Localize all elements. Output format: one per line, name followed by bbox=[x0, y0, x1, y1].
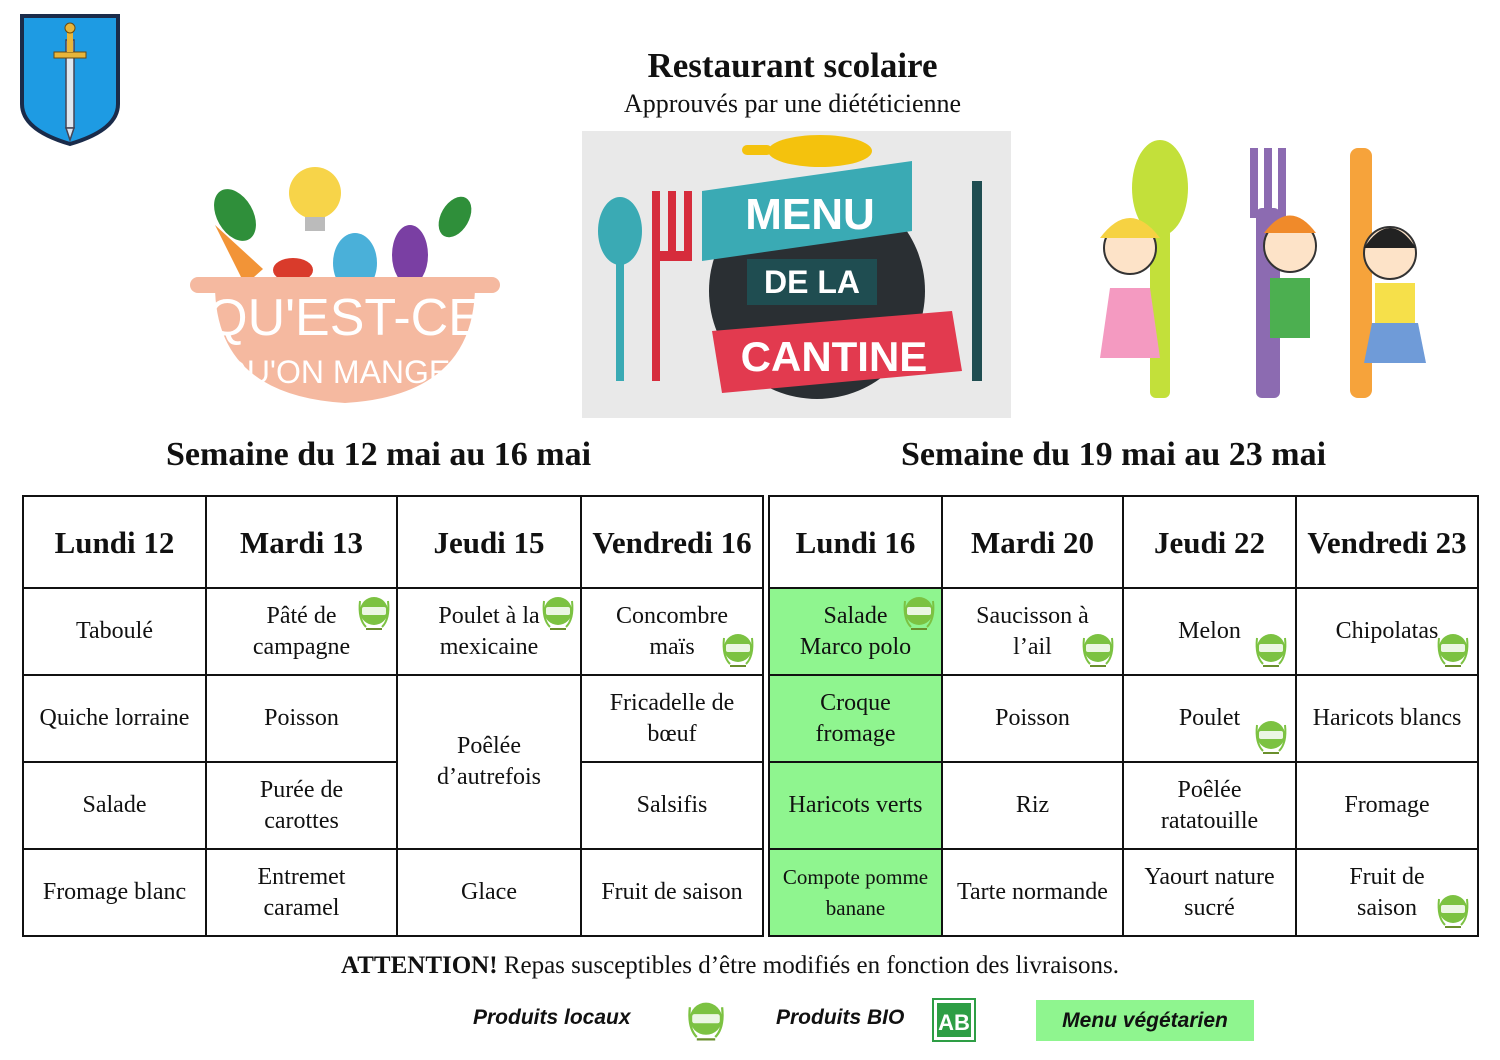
menu-cell bbox=[942, 588, 1123, 675]
table-row bbox=[769, 588, 1478, 675]
dish-name: Purée de carottes bbox=[259, 776, 344, 834]
menu-cell bbox=[1123, 588, 1296, 675]
children-cutlery-illustration bbox=[1060, 138, 1440, 408]
table-row bbox=[23, 675, 763, 762]
menu-word: MENU bbox=[745, 190, 875, 239]
dish-name: Riz bbox=[1015, 792, 1050, 818]
cooking-pot-illustration bbox=[185, 145, 505, 415]
menu-cell bbox=[206, 762, 397, 849]
table-row bbox=[23, 588, 763, 675]
menu-cell bbox=[397, 849, 581, 936]
dish-name: Poulet à la mexicaine bbox=[438, 602, 540, 660]
local-produce-icon bbox=[1078, 630, 1118, 670]
table-header-row bbox=[23, 496, 763, 588]
dish-name: Haricots verts bbox=[788, 792, 923, 818]
menu-cell bbox=[23, 762, 206, 849]
dish-name: Tarte normande bbox=[957, 879, 1108, 905]
week1-menu-table bbox=[22, 495, 764, 937]
local-produce-icon bbox=[899, 593, 939, 633]
menu-cell bbox=[23, 849, 206, 936]
menu-cell bbox=[942, 849, 1123, 936]
menu-cell bbox=[581, 588, 763, 675]
menu-cell bbox=[1296, 588, 1478, 675]
dish-name: Entremet caramel bbox=[257, 863, 346, 921]
local-produce-icon bbox=[1433, 630, 1473, 670]
dish-name: Pâté de campagne bbox=[252, 602, 351, 660]
day-header: Mardi 13 bbox=[206, 496, 397, 588]
dish-name: Poêlée d’autrefois bbox=[437, 733, 541, 790]
dish-name: Compote pomme banane bbox=[782, 864, 929, 920]
table-row bbox=[769, 849, 1478, 936]
menu-cell bbox=[206, 588, 397, 675]
day-header: Mardi 20 bbox=[942, 496, 1123, 588]
table-header-row bbox=[769, 496, 1478, 588]
menu-cell bbox=[581, 762, 763, 849]
dish-name: Poêlée ratatouille bbox=[1160, 776, 1259, 834]
dish-name: Salade bbox=[82, 792, 147, 818]
menu-cantine-illustration bbox=[582, 131, 1011, 418]
week1-title: Semaine du 12 mai au 16 mai bbox=[166, 436, 592, 473]
menu-cell bbox=[942, 675, 1123, 762]
menu-cell bbox=[1123, 675, 1296, 762]
table-row bbox=[769, 675, 1478, 762]
dish-name: Saucisson à l’ail bbox=[976, 602, 1089, 660]
notice-strong: ATTENTION! bbox=[341, 952, 498, 979]
pot-text-line-1: QU'EST-CE bbox=[207, 289, 483, 347]
vegetarian-menu-cell bbox=[769, 849, 942, 936]
day-header: Jeudi 15 bbox=[397, 496, 581, 588]
local-produce-icon bbox=[718, 630, 758, 670]
menu-cell bbox=[1296, 675, 1478, 762]
dish-name: Fricadelle de bœuf bbox=[609, 689, 735, 747]
notice-text: Repas susceptibles d’être modifiés en fonction des livraisons. bbox=[497, 952, 1119, 979]
dish-name: Croque fromage bbox=[815, 689, 896, 747]
local-produce-icon bbox=[354, 593, 394, 633]
menu-cell bbox=[23, 588, 206, 675]
organic-logo-text: AB bbox=[938, 1010, 970, 1035]
dish-name: Salsifis bbox=[636, 792, 708, 818]
week2-menu-table bbox=[768, 495, 1479, 937]
dish-name: Salade Marco polo bbox=[799, 602, 912, 660]
day-header: Vendredi 23 bbox=[1296, 496, 1478, 588]
legend-bio-label: Produits BIO bbox=[776, 1006, 905, 1029]
menu-cell bbox=[206, 849, 397, 936]
day-header: Vendredi 16 bbox=[581, 496, 763, 588]
menu-cell bbox=[1123, 762, 1296, 849]
dish-name: Fromage blanc bbox=[42, 879, 187, 905]
page-subtitle: Approuvés par une diététicienne bbox=[623, 89, 962, 118]
dish-name: Fruit de saison bbox=[601, 879, 743, 905]
dish-name: Fromage bbox=[1344, 792, 1430, 818]
dish-name: Poulet bbox=[1178, 705, 1241, 731]
local-produce-icon bbox=[538, 593, 578, 633]
menu-cell bbox=[1123, 849, 1296, 936]
menu-cell bbox=[206, 675, 397, 762]
page-title: Restaurant scolaire bbox=[647, 46, 938, 85]
local-produce-icon bbox=[1251, 717, 1291, 757]
local-produce-icon bbox=[1433, 891, 1473, 931]
table-row bbox=[23, 762, 763, 849]
dish-name: Melon bbox=[1178, 618, 1241, 644]
day-header: Lundi 16 bbox=[769, 496, 942, 588]
menu-cell bbox=[1296, 849, 1478, 936]
legend-local-label: Produits locaux bbox=[473, 1006, 631, 1029]
menu-cell bbox=[581, 675, 763, 762]
menu-cell bbox=[23, 675, 206, 762]
cantine-word: CANTINE bbox=[740, 333, 928, 380]
organic-ab-icon bbox=[932, 998, 976, 1042]
menu-cell bbox=[581, 849, 763, 936]
dish-name: Glace bbox=[461, 879, 517, 905]
week2-title: Semaine du 19 mai au 23 mai bbox=[901, 436, 1327, 473]
dish-name: Haricots blancs bbox=[1312, 705, 1462, 731]
dish-name: Poisson bbox=[995, 705, 1070, 731]
de-la-word: DE LA bbox=[764, 264, 860, 300]
dish-name: Quiche lorraine bbox=[39, 705, 190, 731]
table-row bbox=[769, 762, 1478, 849]
dish-name: Concombre maïs bbox=[616, 602, 728, 660]
menu-cell bbox=[397, 675, 581, 849]
dish-name: Chipolatas bbox=[1335, 618, 1439, 644]
local-produce-icon bbox=[1251, 630, 1291, 670]
delivery-notice bbox=[0, 952, 1460, 980]
local-produce-icon bbox=[683, 998, 729, 1044]
dish-name: Fruit de saison bbox=[1349, 863, 1425, 921]
dish-name: Taboulé bbox=[76, 618, 153, 644]
day-header: Lundi 12 bbox=[23, 496, 206, 588]
legend-vegetarian: Menu végétarien bbox=[1036, 1000, 1254, 1041]
vegetarian-menu-cell bbox=[769, 588, 942, 675]
menu-cell bbox=[1296, 762, 1478, 849]
menu-cell bbox=[397, 588, 581, 675]
dish-name: Yaourt nature sucré bbox=[1144, 863, 1275, 921]
menu-cell bbox=[942, 762, 1123, 849]
vegetarian-menu-cell bbox=[769, 762, 942, 849]
pot-text-line-2: QU'ON MANGE? bbox=[221, 354, 469, 390]
vegetarian-menu-cell bbox=[769, 675, 942, 762]
day-header: Jeudi 22 bbox=[1123, 496, 1296, 588]
table-row bbox=[23, 849, 763, 936]
dish-name: Poisson bbox=[264, 705, 339, 731]
